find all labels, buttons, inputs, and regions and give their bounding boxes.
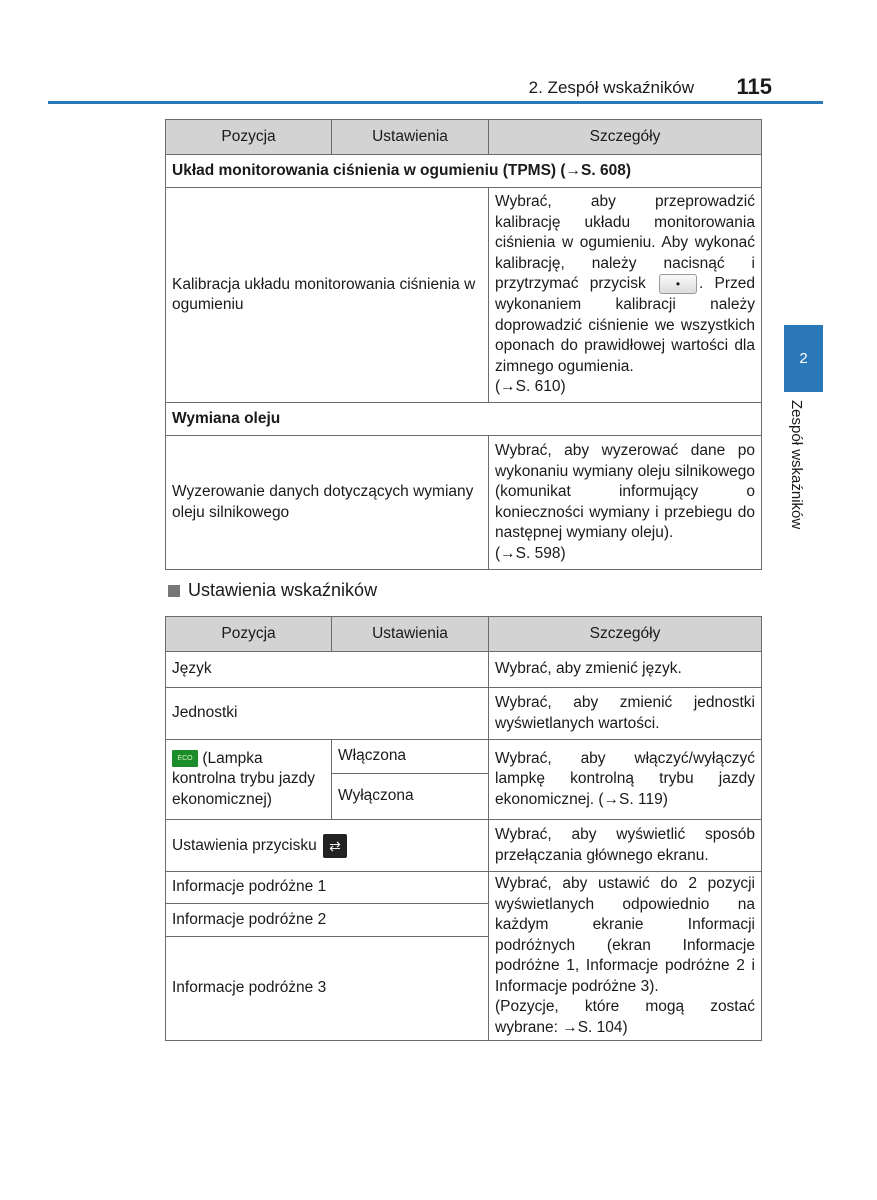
- table-row: [166, 436, 762, 570]
- details-cell: [489, 436, 762, 570]
- section-title: 2. Zespół wskaźników: [528, 78, 694, 97]
- group-title-oil: Wymiana oleju: [166, 403, 762, 436]
- table-row: [166, 740, 762, 774]
- position-text: Ustawienia przycisku: [172, 836, 317, 854]
- group-title-tpms: Układ monitorowania ciśnienia w ogumieniu (TPMS) (→S. 608): [166, 155, 762, 188]
- indicator-settings-table: [165, 616, 762, 1041]
- group-row-oil: [166, 403, 762, 436]
- position-cell: Kalibracja układu monitorowania ciśnienia w ogumieniu: [166, 188, 489, 403]
- table-row: [166, 188, 762, 403]
- position-cell: Informacje podróżne 2: [166, 904, 489, 937]
- details-cell: [489, 188, 762, 403]
- table-row: [166, 652, 762, 688]
- column-header-details: Szczegóły: [489, 617, 762, 652]
- details-text: Wybrać, aby wyzerować dane po wykonaniu wymiany oleju silnikowego (komunikat informujący o konieczności wymiany i przebiegu do następnej wymiany oleju).: [495, 442, 755, 541]
- tpms-oil-table: [165, 119, 762, 570]
- display-switch-icon: ⇄: [323, 834, 347, 858]
- table-row: [166, 688, 762, 740]
- section-heading: [168, 580, 377, 601]
- details-text: Wybrać, aby ustawić do 2 pozycji wyświetlanych odpowiednio na każdym ekranie Informacji podróżnych (ekran Informacje podróżne 1, Informacje podróżne 2 i Informacje podróżne 3).: [495, 875, 755, 995]
- column-header-settings: Ustawienia: [332, 617, 489, 652]
- page-reference: (Pozycje, które mogą zostać wybrane: →S. 104): [495, 998, 755, 1036]
- chapter-tab-number: 2: [799, 350, 808, 367]
- position-cell: Jednostki: [166, 688, 489, 740]
- section-heading-text: Ustawienia wskaźników: [188, 580, 378, 600]
- details-cell: Wybrać, aby zmienić jednostki wyświetlanych wartości.: [489, 688, 762, 740]
- position-cell: Informacje podróżne 3: [166, 937, 489, 1041]
- details-text: Wybrać, aby przeprowadzić kalibrację układu monitorowania ciśnienia w ogumieniu. Aby wykonać kalibrację, należy nacisnąć i przytrzymać przycisk: [495, 193, 755, 293]
- position-cell: Informacje podróżne 1: [166, 872, 489, 904]
- page-number: 115: [736, 74, 772, 99]
- dot-button-icon: •: [659, 274, 697, 294]
- details-cell: Wybrać, aby zmienić język.: [489, 652, 762, 688]
- column-header-position: Pozycja: [166, 120, 332, 155]
- position-cell: Wyzerowanie danych dotyczących wymiany oleju silnikowego: [166, 436, 489, 570]
- details-cell: Wybrać, aby włączyć/wyłączyć lampkę kontrolną trybu jazdy ekonomicznej. (→S. 119): [489, 740, 762, 820]
- position-text: (Lampka kontrolna trybu jazdy ekonomicznej): [172, 749, 316, 808]
- header-rule: [48, 101, 823, 104]
- position-cell: Język: [166, 652, 489, 688]
- column-header-settings: Ustawienia: [332, 120, 489, 155]
- setting-cell: Wyłączona: [332, 774, 489, 820]
- page-reference: (→S. 598): [495, 544, 566, 562]
- chapter-tab: [784, 325, 823, 392]
- page-reference: (→S. 610): [495, 378, 566, 396]
- details-cell: Wybrać, aby wyświetlić sposób przełączania głównego ekranu.: [489, 820, 762, 872]
- eco-indicator-icon: ECO: [172, 750, 198, 767]
- table-row: [166, 820, 762, 872]
- group-row-tpms: [166, 155, 762, 188]
- table-header-row: [166, 617, 762, 652]
- page-header: [0, 70, 877, 110]
- column-header-details: Szczegóły: [489, 120, 762, 155]
- chapter-tab-label: Zespół wskaźników: [788, 400, 805, 530]
- details-cell: [489, 872, 762, 1041]
- position-cell: [166, 740, 332, 820]
- table-header-row: [166, 120, 762, 155]
- column-header-position: Pozycja: [166, 617, 332, 652]
- table-row: [166, 872, 762, 904]
- position-cell: [166, 820, 489, 872]
- square-bullet-icon: [168, 585, 180, 597]
- setting-cell: Włączona: [332, 740, 489, 774]
- details-text: . Przed wykonaniem kalibracji należy doprowadzić ciśnienie we wszystkich oponach do prawidłowej wartości dla zimnego ogumienia.: [495, 275, 755, 375]
